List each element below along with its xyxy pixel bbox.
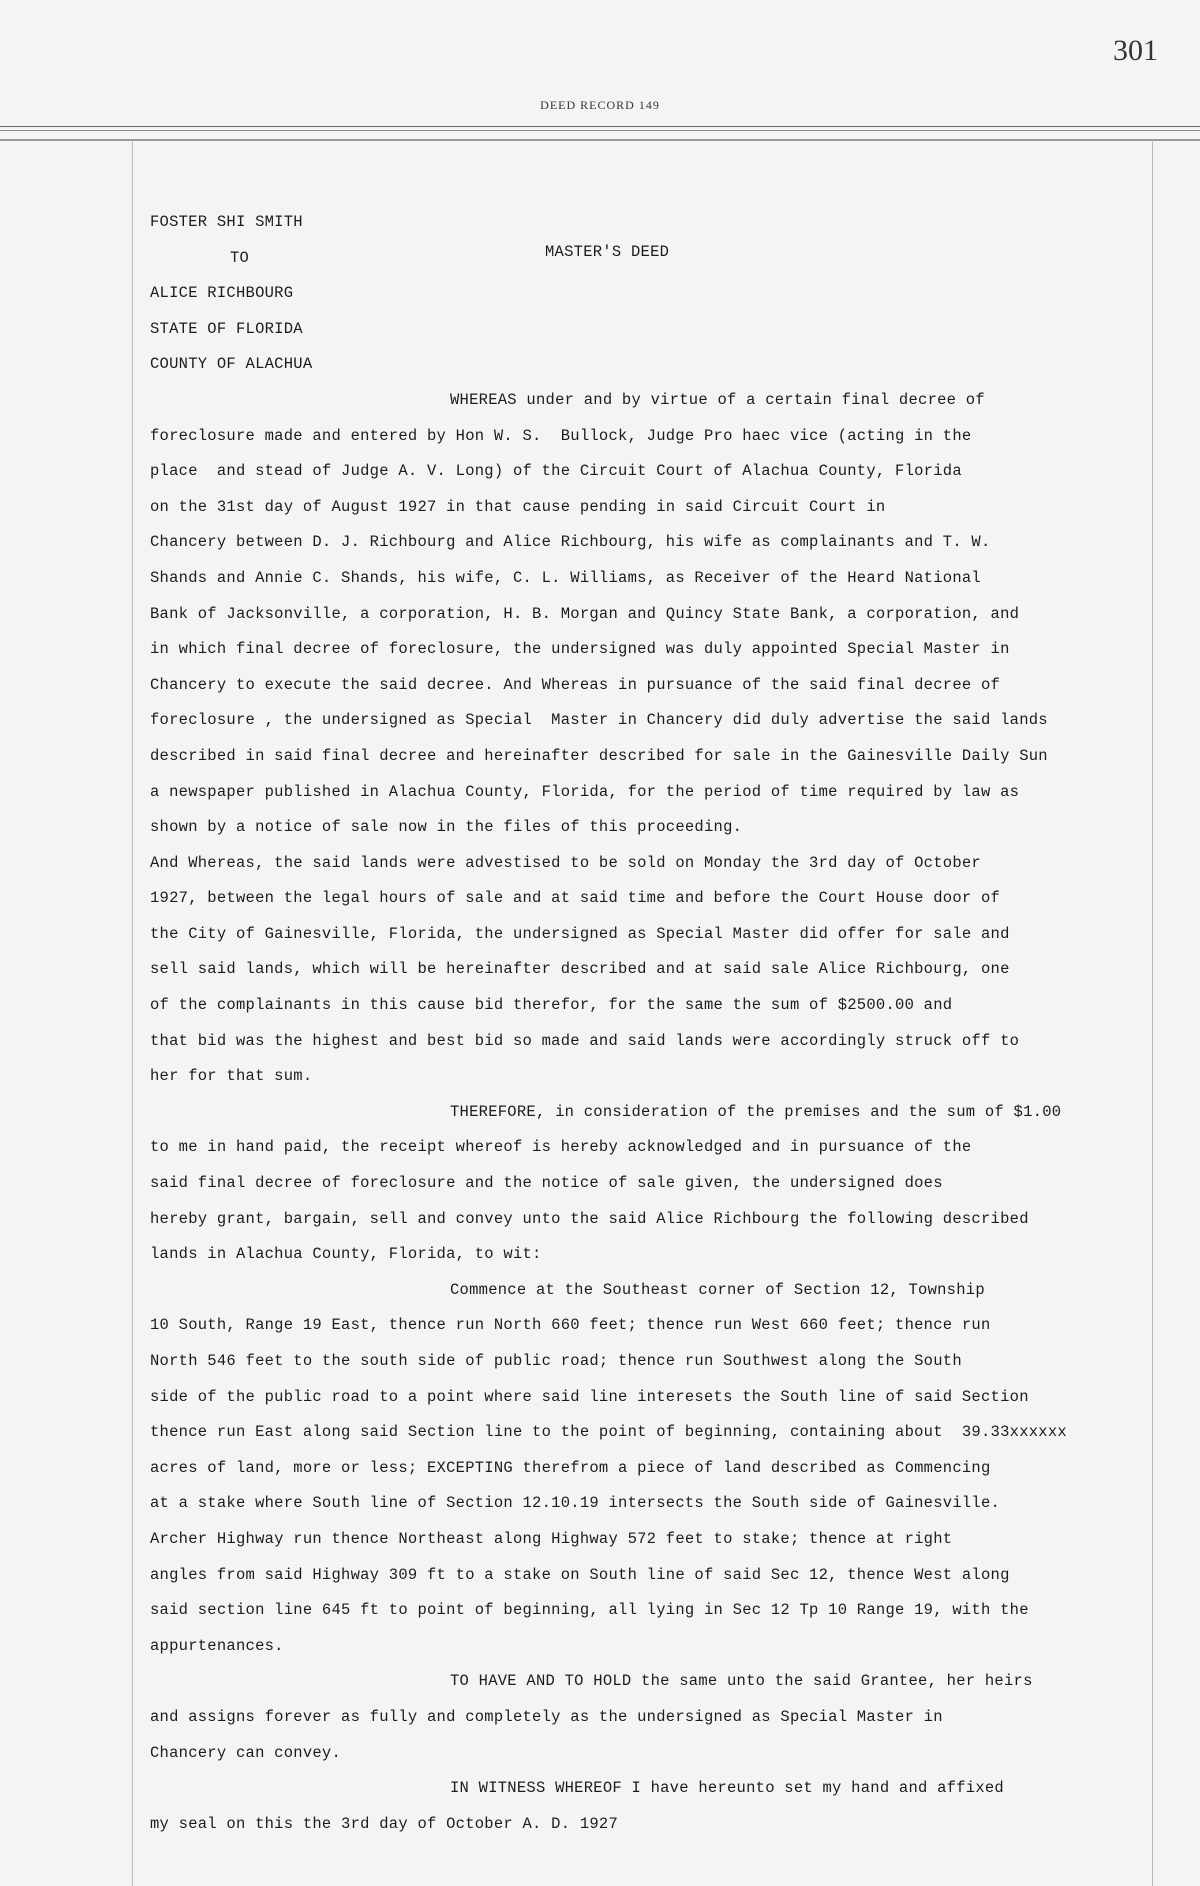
body-line: foreclosure , the undersigned as Special Master in Chancery did duly advertise the said lands — [150, 711, 1048, 730]
body-line: Shands and Annie C. Shands, his wife, C. L. Williams, as Receiver of the Heard National — [150, 568, 981, 587]
body-line: place and stead of Judge A. V. Long) of the Circuit Court of Alachua County, Florida — [150, 462, 962, 481]
header-rule — [0, 139, 1200, 141]
body-line: in which final decree of foreclosure, the undersigned was duly appointed Special Master in — [150, 640, 1010, 659]
body-line: Bank of Jacksonville, a corporation, H. B. Morgan and Quincy State Bank, a corporation, and — [150, 604, 1020, 623]
body-line: to me in hand paid, the receipt whereof is hereby acknowledged and in pursuance of the — [150, 1138, 972, 1157]
body-line: said section line 645 ft to point of beginning, all lying in Sec 12 Tp 10 Range 19, with the — [150, 1601, 1029, 1620]
body-line: And Whereas, the said lands were advestised to be sold on Monday the 3rd day of October — [150, 853, 981, 872]
county-line: COUNTY OF ALACHUA — [150, 355, 313, 374]
body-line: a newspaper published in Alachua County, Florida, for the period of time required by law as — [150, 782, 1020, 801]
page-number: 301 — [1113, 34, 1158, 67]
header-rule — [0, 130, 1200, 131]
document-body — [150, 205, 1140, 1842]
body-line: of the complainants in this cause bid therefor, for the same the sum of $2500.00 and — [150, 996, 953, 1015]
body-line: Archer Highway run thence Northeast along Highway 572 feet to stake; thence at right — [150, 1529, 953, 1548]
to-label: TO — [230, 248, 250, 267]
body-line: side of the public road to a point where said line interesets the South line of said Section — [150, 1387, 1029, 1406]
header-rule — [0, 126, 1200, 127]
book-title: DEED RECORD 149 — [540, 98, 660, 112]
body-line: Chancery between D. J. Richbourg and Alice Richbourg, his wife as complainants and T. W. — [150, 533, 991, 552]
body-line: sell said lands, which will be hereinafter described and at said sale Alice Richbourg, one — [150, 960, 1010, 979]
body-line: Chancery to execute the said decree. And Whereas in pursuance of the said final decree of — [150, 675, 1001, 694]
left-margin-line — [132, 140, 133, 1886]
body-line: my seal on this the 3rd day of October A. D. 1927 — [150, 1814, 619, 1833]
body-line: thence run East along said Section line to the point of beginning, containing about 39.33xxxxxx — [150, 1423, 1067, 1442]
body-line: described in said final decree and hereinafter described for sale in the Gainesville Daily Sun — [150, 746, 1048, 765]
body-line: and assigns forever as fully and completely as the undersigned as Special Master in — [150, 1707, 943, 1726]
body-line: that bid was the highest and best bid so made and said lands were accordingly struck off to — [150, 1031, 1020, 1050]
document-title: MASTER'S DEED — [545, 243, 670, 261]
body-line: angles from said Highway 309 ft to a stake on South line of said Sec 12, thence West along — [150, 1565, 1010, 1584]
body-line: said final decree of foreclosure and the notice of sale given, the undersigned does — [150, 1174, 943, 1193]
body-line: hereby grant, bargain, sell and convey unto the said Alice Richbourg the following described — [150, 1209, 1029, 1228]
body-line: foreclosure made and entered by Hon W. S. Bullock, Judge Pro haec vice (acting in the — [150, 426, 972, 445]
state-line: STATE OF FLORIDA — [150, 319, 303, 338]
body-line: at a stake where South line of Section 12.10.19 intersects the South side of Gainesville. — [150, 1494, 1001, 1513]
body-line: shown by a notice of sale now in the files of this proceeding. — [150, 818, 743, 837]
right-margin-line — [1152, 140, 1153, 1886]
body-line: 10 South, Range 19 East, thence run North 660 feet; thence run West 660 feet; thence run — [150, 1316, 991, 1335]
body-line: her for that sum. — [150, 1067, 313, 1086]
body-line: lands in Alachua County, Florida, to wit: — [150, 1245, 542, 1264]
grantor-name: FOSTER SHI SMITH — [150, 213, 303, 231]
body-line: the City of Gainesville, Florida, the undersigned as Special Master did offer for sale and — [150, 924, 1010, 943]
body-line: on the 31st day of August 1927 in that cause pending in said Circuit Court in — [150, 497, 886, 516]
body-line: North 546 feet to the south side of public road; thence run Southwest along the South — [150, 1352, 962, 1370]
body-line: THEREFORE, in consideration of the premises and the sum of $1.00 — [450, 1102, 1062, 1121]
body-line: Commence at the Southeast corner of Section 12, Township — [450, 1280, 985, 1299]
body-line: acres of land, more or less; EXCEPTING therefrom a piece of land described as Commencing — [150, 1458, 991, 1477]
body-line: 1927, between the legal hours of sale and at said time and before the Court House door of — [150, 889, 1001, 908]
body-line: IN WITNESS WHEREOF I have hereunto set my hand and affixed — [450, 1779, 1004, 1798]
body-line: WHEREAS under and by virtue of a certain final decree of — [450, 390, 985, 409]
body-line: TO HAVE AND TO HOLD the same unto the said Grantee, her heirs — [450, 1672, 1033, 1691]
body-line: appurtenances. — [150, 1636, 284, 1655]
grantee-name: ALICE RICHBOURG — [150, 284, 294, 303]
body-line: Chancery can convey. — [150, 1743, 342, 1762]
